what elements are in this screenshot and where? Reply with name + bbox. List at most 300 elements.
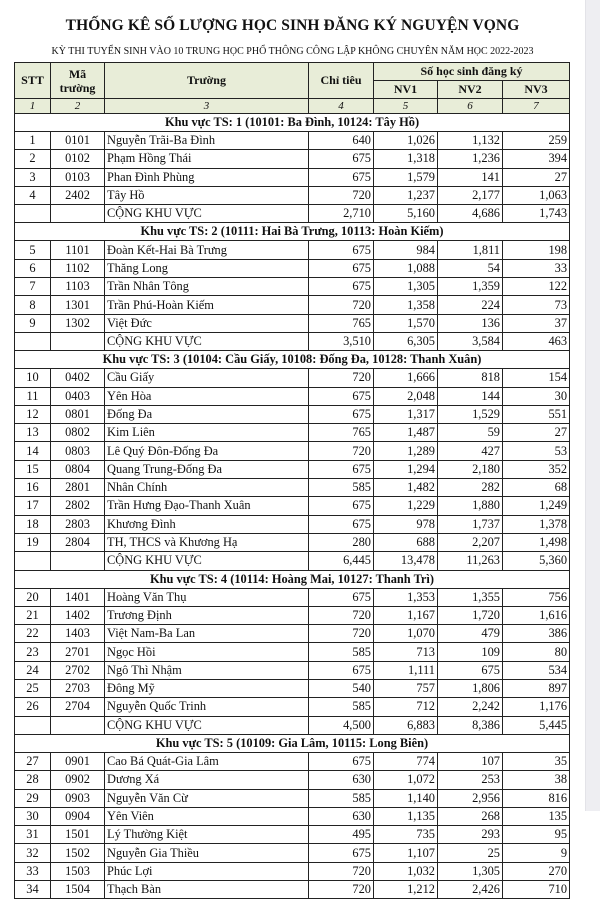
cell-nv1: 984 [374, 241, 438, 259]
cell-chi-tieu: 765 [309, 314, 374, 332]
cell-chi-tieu: 765 [309, 424, 374, 442]
cell-nv1: 1,140 [374, 789, 438, 807]
empty-cell [51, 205, 105, 223]
cell-truong: Trương Định [105, 606, 309, 624]
cell-chi-tieu: 675 [309, 150, 374, 168]
cell-stt: 11 [15, 387, 51, 405]
cell-nv3: 73 [503, 296, 570, 314]
cell-nv1: 1,088 [374, 259, 438, 277]
total-nv3: 5,445 [503, 716, 570, 734]
cell-nv1: 1,305 [374, 278, 438, 296]
cell-truong: Ngô Thì Nhậm [105, 661, 309, 679]
cell-ma: 2801 [51, 479, 105, 497]
cell-nv3: 30 [503, 387, 570, 405]
cell-nv3: 386 [503, 625, 570, 643]
column-index-row [15, 99, 570, 114]
cell-nv2: 1,880 [438, 497, 503, 515]
cell-nv3: 352 [503, 460, 570, 478]
empty-cell [51, 552, 105, 570]
cell-chi-tieu: 675 [309, 278, 374, 296]
empty-cell [51, 716, 105, 734]
cell-nv3: 122 [503, 278, 570, 296]
table-row [15, 314, 570, 332]
cell-ma: 2704 [51, 698, 105, 716]
cell-nv2: 2,426 [438, 880, 503, 898]
region-header-row [15, 570, 570, 588]
cell-stt: 5 [15, 241, 51, 259]
cell-nv1: 1,487 [374, 424, 438, 442]
cell-stt: 20 [15, 588, 51, 606]
cell-chi-tieu: 585 [309, 789, 374, 807]
cell-nv1: 712 [374, 698, 438, 716]
table-row [15, 789, 570, 807]
cell-stt: 29 [15, 789, 51, 807]
cell-stt: 9 [15, 314, 51, 332]
header-ma-truong: Mã trường [51, 63, 105, 99]
table-row [15, 387, 570, 405]
region-total-row [15, 552, 570, 570]
cell-nv2: 479 [438, 625, 503, 643]
cell-nv3: 9 [503, 844, 570, 862]
cell-nv2: 293 [438, 826, 503, 844]
cell-ma: 0901 [51, 752, 105, 770]
cell-truong: Lê Quý Đôn-Đống Đa [105, 442, 309, 460]
header-nv2: NV2 [438, 81, 503, 99]
cell-chi-tieu: 675 [309, 661, 374, 679]
cell-nv1: 1,107 [374, 844, 438, 862]
cell-nv1: 1,579 [374, 168, 438, 186]
cell-stt: 17 [15, 497, 51, 515]
cell-nv1: 1,482 [374, 479, 438, 497]
cell-stt: 34 [15, 880, 51, 898]
table-row [15, 771, 570, 789]
cell-chi-tieu: 675 [309, 844, 374, 862]
cell-chi-tieu: 720 [309, 880, 374, 898]
total-chi-tieu: 6,445 [309, 552, 374, 570]
table-row [15, 241, 570, 259]
cell-nv1: 1,111 [374, 661, 438, 679]
cell-nv2: 427 [438, 442, 503, 460]
cell-nv1: 1,294 [374, 460, 438, 478]
cell-nv2: 1,806 [438, 680, 503, 698]
table-row [15, 752, 570, 770]
cell-nv2: 253 [438, 771, 503, 789]
header-chi-tieu: Chỉ tiêu [309, 63, 374, 99]
cell-nv1: 1,358 [374, 296, 438, 314]
cell-nv3: 756 [503, 588, 570, 606]
table-row [15, 479, 570, 497]
cell-nv2: 54 [438, 259, 503, 277]
cell-nv1: 978 [374, 515, 438, 533]
cell-nv1: 774 [374, 752, 438, 770]
header-nv1: NV1 [374, 81, 438, 99]
table-row [15, 168, 570, 186]
cell-stt: 33 [15, 862, 51, 880]
cell-truong: Yên Viên [105, 807, 309, 825]
cell-chi-tieu: 720 [309, 186, 374, 204]
document-subtitle: KỲ THI TUYỂN SINH VÀO 10 TRUNG HỌC PHỔ THÔNG CÔNG LẬP KHÔNG CHUYÊN NĂM HỌC 2022-2023 [51, 46, 534, 57]
total-nv2: 8,386 [438, 716, 503, 734]
cell-nv2: 1,529 [438, 405, 503, 423]
cell-chi-tieu: 585 [309, 698, 374, 716]
cell-truong: Quang Trung-Đống Đa [105, 460, 309, 478]
index-cell: 3 [105, 99, 309, 114]
empty-cell [15, 205, 51, 223]
cell-chi-tieu: 675 [309, 515, 374, 533]
cell-nv3: 394 [503, 150, 570, 168]
cell-nv2: 224 [438, 296, 503, 314]
cell-nv2: 268 [438, 807, 503, 825]
header-nv3: NV3 [503, 81, 570, 99]
cell-nv3: 1,249 [503, 497, 570, 515]
table-row [15, 515, 570, 533]
total-nv1: 6,883 [374, 716, 438, 734]
cell-nv3: 1,616 [503, 606, 570, 624]
table-row [15, 643, 570, 661]
cell-chi-tieu: 720 [309, 625, 374, 643]
cell-stt: 1 [15, 132, 51, 150]
cell-stt: 27 [15, 752, 51, 770]
cell-nv3: 37 [503, 314, 570, 332]
cell-stt: 31 [15, 826, 51, 844]
cell-ma: 2804 [51, 533, 105, 551]
total-nv1: 6,305 [374, 332, 438, 350]
cell-ma: 1301 [51, 296, 105, 314]
table-row [15, 460, 570, 478]
cell-chi-tieu: 280 [309, 533, 374, 551]
total-label: CỘNG KHU VỰC [105, 716, 309, 734]
total-nv3: 463 [503, 332, 570, 350]
cell-truong: Đoàn Kết-Hai Bà Trưng [105, 241, 309, 259]
cell-ma: 1504 [51, 880, 105, 898]
cell-nv2: 136 [438, 314, 503, 332]
cell-ma: 2701 [51, 643, 105, 661]
total-nv2: 4,686 [438, 205, 503, 223]
cell-stt: 25 [15, 680, 51, 698]
table-row [15, 625, 570, 643]
cell-ma: 1503 [51, 862, 105, 880]
cell-ma: 0802 [51, 424, 105, 442]
cell-nv1: 1,237 [374, 186, 438, 204]
cell-chi-tieu: 675 [309, 588, 374, 606]
cell-nv3: 1,176 [503, 698, 570, 716]
cell-chi-tieu: 640 [309, 132, 374, 150]
cell-truong: Phúc Lợi [105, 862, 309, 880]
cell-nv3: 259 [503, 132, 570, 150]
total-nv2: 3,584 [438, 332, 503, 350]
cell-truong: Việt Đức [105, 314, 309, 332]
cell-nv3: 1,063 [503, 186, 570, 204]
cell-nv1: 1,032 [374, 862, 438, 880]
cell-ma: 1103 [51, 278, 105, 296]
header-stt: STT [15, 63, 51, 99]
cell-nv2: 282 [438, 479, 503, 497]
region-header-row [15, 223, 570, 241]
cell-nv1: 1,570 [374, 314, 438, 332]
cell-truong: Ngọc Hồi [105, 643, 309, 661]
cell-stt: 13 [15, 424, 51, 442]
table-row [15, 296, 570, 314]
region-name: Khu vực TS: 2 (10111: Hai Bà Trưng, 10113: Hoàn Kiếm) [15, 223, 570, 241]
region-name: Khu vực TS: 1 (10101: Ba Đình, 10124: Tây Hồ) [15, 114, 570, 132]
total-label: CỘNG KHU VỰC [105, 332, 309, 350]
cell-stt: 8 [15, 296, 51, 314]
table-row [15, 826, 570, 844]
empty-cell [15, 332, 51, 350]
cell-nv2: 107 [438, 752, 503, 770]
cell-nv2: 141 [438, 168, 503, 186]
cell-stt: 14 [15, 442, 51, 460]
cell-stt: 28 [15, 771, 51, 789]
cell-chi-tieu: 675 [309, 405, 374, 423]
region-total-row [15, 205, 570, 223]
total-nv3: 1,743 [503, 205, 570, 223]
cell-nv3: 27 [503, 424, 570, 442]
cell-nv2: 1,811 [438, 241, 503, 259]
cell-nv2: 675 [438, 661, 503, 679]
cell-stt: 24 [15, 661, 51, 679]
table-row [15, 497, 570, 515]
cell-truong: Đống Đa [105, 405, 309, 423]
cell-stt: 2 [15, 150, 51, 168]
cell-ma: 1501 [51, 826, 105, 844]
cell-nv1: 1,072 [374, 771, 438, 789]
cell-ma: 0801 [51, 405, 105, 423]
cell-nv3: 95 [503, 826, 570, 844]
region-header-row [15, 734, 570, 752]
cell-truong: Việt Nam-Ba Lan [105, 625, 309, 643]
cell-ma: 0402 [51, 369, 105, 387]
cell-chi-tieu: 495 [309, 826, 374, 844]
cell-ma: 1402 [51, 606, 105, 624]
total-label: CỘNG KHU VỰC [105, 552, 309, 570]
cell-chi-tieu: 585 [309, 479, 374, 497]
cell-truong: Nguyễn Gia Thiều [105, 844, 309, 862]
cell-nv3: 27 [503, 168, 570, 186]
region-name: Khu vực TS: 4 (10114: Hoàng Mai, 10127: Thanh Trì) [15, 570, 570, 588]
cell-nv3: 270 [503, 862, 570, 880]
cell-nv2: 2,242 [438, 698, 503, 716]
cell-stt: 32 [15, 844, 51, 862]
cell-stt: 16 [15, 479, 51, 497]
table-row [15, 680, 570, 698]
cell-truong: Trần Nhân Tông [105, 278, 309, 296]
cell-nv2: 2,177 [438, 186, 503, 204]
cell-chi-tieu: 675 [309, 497, 374, 515]
cell-chi-tieu: 720 [309, 442, 374, 460]
empty-cell [15, 552, 51, 570]
table-row [15, 186, 570, 204]
cell-nv1: 1,212 [374, 880, 438, 898]
registration-table [14, 62, 570, 899]
cell-nv1: 1,070 [374, 625, 438, 643]
cell-nv3: 816 [503, 789, 570, 807]
cell-nv1: 757 [374, 680, 438, 698]
cell-nv3: 551 [503, 405, 570, 423]
region-name: Khu vực TS: 5 (10109: Gia Lâm, 10115: Long Biên) [15, 734, 570, 752]
cell-ma: 0904 [51, 807, 105, 825]
total-chi-tieu: 4,500 [309, 716, 374, 734]
index-cell: 1 [15, 99, 51, 114]
total-nv3: 5,360 [503, 552, 570, 570]
cell-chi-tieu: 630 [309, 771, 374, 789]
cell-stt: 23 [15, 643, 51, 661]
cell-truong: Trần Phú-Hoàn Kiếm [105, 296, 309, 314]
table-row [15, 424, 570, 442]
cell-nv3: 53 [503, 442, 570, 460]
cell-ma: 0102 [51, 150, 105, 168]
cell-nv2: 25 [438, 844, 503, 862]
cell-nv2: 2,207 [438, 533, 503, 551]
cell-nv2: 2,180 [438, 460, 503, 478]
cell-nv1: 1,135 [374, 807, 438, 825]
cell-ma: 2802 [51, 497, 105, 515]
cell-nv3: 80 [503, 643, 570, 661]
header-group-registered: Số học sinh đăng ký [374, 63, 570, 81]
cell-ma: 2803 [51, 515, 105, 533]
cell-nv1: 2,048 [374, 387, 438, 405]
cell-chi-tieu: 675 [309, 168, 374, 186]
cell-ma: 1302 [51, 314, 105, 332]
cell-nv3: 35 [503, 752, 570, 770]
cell-stt: 21 [15, 606, 51, 624]
cell-chi-tieu: 630 [309, 807, 374, 825]
cell-nv3: 897 [503, 680, 570, 698]
cell-chi-tieu: 720 [309, 296, 374, 314]
cell-nv2: 59 [438, 424, 503, 442]
cell-truong: TH, THCS và Khương Hạ [105, 533, 309, 551]
table-row [15, 405, 570, 423]
cell-nv3: 135 [503, 807, 570, 825]
cell-stt: 30 [15, 807, 51, 825]
cell-ma: 2402 [51, 186, 105, 204]
cell-chi-tieu: 720 [309, 862, 374, 880]
cell-truong: Kim Liên [105, 424, 309, 442]
cell-nv3: 710 [503, 880, 570, 898]
total-nv1: 5,160 [374, 205, 438, 223]
cell-ma: 1401 [51, 588, 105, 606]
cell-nv1: 1,318 [374, 150, 438, 168]
region-total-row [15, 332, 570, 350]
table-row [15, 844, 570, 862]
cell-stt: 6 [15, 259, 51, 277]
cell-truong: Cầu Giấy [105, 369, 309, 387]
cell-chi-tieu: 720 [309, 369, 374, 387]
cell-truong: Thăng Long [105, 259, 309, 277]
cell-chi-tieu: 675 [309, 241, 374, 259]
cell-truong: Dương Xá [105, 771, 309, 789]
cell-truong: Nguyễn Văn Cừ [105, 789, 309, 807]
cell-ma: 2703 [51, 680, 105, 698]
cell-truong: Phan Đình Phùng [105, 168, 309, 186]
region-header-row [15, 351, 570, 369]
index-cell: 2 [51, 99, 105, 114]
cell-ma: 1403 [51, 625, 105, 643]
cell-chi-tieu: 675 [309, 752, 374, 770]
table-row [15, 533, 570, 551]
cell-chi-tieu: 540 [309, 680, 374, 698]
total-label: CỘNG KHU VỰC [105, 205, 309, 223]
cell-truong: Khương Đình [105, 515, 309, 533]
cell-truong: Nguyễn Trãi-Ba Đình [105, 132, 309, 150]
table-row [15, 862, 570, 880]
cell-truong: Tây Hồ [105, 186, 309, 204]
cell-ma: 0403 [51, 387, 105, 405]
cell-nv3: 198 [503, 241, 570, 259]
cell-nv1: 1,666 [374, 369, 438, 387]
total-chi-tieu: 2,710 [309, 205, 374, 223]
cell-chi-tieu: 675 [309, 460, 374, 478]
cell-truong: Đông Mỹ [105, 680, 309, 698]
cell-chi-tieu: 675 [309, 259, 374, 277]
vertical-scrollbar[interactable] [585, 0, 600, 811]
cell-truong: Trần Hưng Đạo-Thanh Xuân [105, 497, 309, 515]
cell-nv3: 38 [503, 771, 570, 789]
cell-stt: 3 [15, 168, 51, 186]
table-row [15, 259, 570, 277]
cell-ma: 0903 [51, 789, 105, 807]
cell-stt: 12 [15, 405, 51, 423]
cell-ma: 1102 [51, 259, 105, 277]
cell-stt: 7 [15, 278, 51, 296]
cell-stt: 15 [15, 460, 51, 478]
cell-ma: 0902 [51, 771, 105, 789]
cell-stt: 10 [15, 369, 51, 387]
cell-nv2: 1,737 [438, 515, 503, 533]
cell-chi-tieu: 720 [309, 606, 374, 624]
cell-truong: Lý Thường Kiệt [105, 826, 309, 844]
cell-ma: 2702 [51, 661, 105, 679]
index-cell: 5 [374, 99, 438, 114]
cell-stt: 26 [15, 698, 51, 716]
total-nv2: 11,263 [438, 552, 503, 570]
cell-nv2: 1,355 [438, 588, 503, 606]
header-truong: Trường [105, 63, 309, 99]
cell-ma: 0803 [51, 442, 105, 460]
cell-stt: 4 [15, 186, 51, 204]
index-cell: 7 [503, 99, 570, 114]
cell-nv3: 1,378 [503, 515, 570, 533]
cell-ma: 0101 [51, 132, 105, 150]
table-row [15, 807, 570, 825]
cell-stt: 19 [15, 533, 51, 551]
cell-nv2: 1,132 [438, 132, 503, 150]
cell-truong: Nhân Chính [105, 479, 309, 497]
empty-cell [15, 716, 51, 734]
table-row [15, 442, 570, 460]
cell-truong: Nguyễn Quốc Trinh [105, 698, 309, 716]
cell-ma: 0103 [51, 168, 105, 186]
cell-stt: 22 [15, 625, 51, 643]
cell-truong: Cao Bá Quát-Gia Lâm [105, 752, 309, 770]
cell-nv3: 1,498 [503, 533, 570, 551]
cell-nv2: 1,720 [438, 606, 503, 624]
document-title: THỐNG KÊ SỐ LƯỢNG HỌC SINH ĐĂNG KÝ NGUYỆN VỌNG [65, 17, 520, 34]
index-cell: 4 [309, 99, 374, 114]
total-chi-tieu: 3,510 [309, 332, 374, 350]
table-row [15, 880, 570, 898]
cell-chi-tieu: 675 [309, 387, 374, 405]
cell-truong: Hoàng Văn Thụ [105, 588, 309, 606]
table-row [15, 369, 570, 387]
cell-nv2: 818 [438, 369, 503, 387]
index-cell: 6 [438, 99, 503, 114]
cell-nv1: 688 [374, 533, 438, 551]
cell-nv1: 1,026 [374, 132, 438, 150]
cell-nv1: 1,317 [374, 405, 438, 423]
region-name: Khu vực TS: 3 (10104: Cầu Giấy, 10108: Đống Đa, 10128: Thanh Xuân) [15, 351, 570, 369]
cell-nv1: 1,167 [374, 606, 438, 624]
